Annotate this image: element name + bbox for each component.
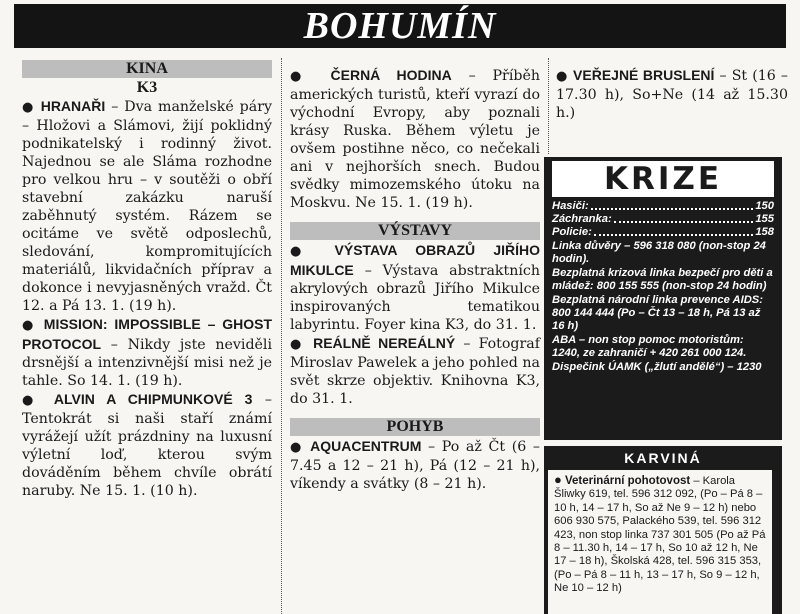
listing-text: – Dva manželské páry – Hložovi a Slámovi, žijí poklidný podnikatelský i rodinný život. Najednou se ale Sláma rozhodne pro velkou hru – v soutěži o obří stavební zakázku naruší zaběhnutý systém. Rázem se ocitáme ve světě odposlechů, sledování, kompromitujících materiálů, likvidačních příprav a dokonce i nevyjasněných vražd. Čt 12. a Pá 13. 1. (19 h). [22, 99, 273, 314]
listing-item [22, 315, 272, 390]
listing-item [290, 334, 540, 408]
listing-text: – Tentokrát si naši staří známí vyrážejí užít prázdniny na luxusní výletní loď, kterou svým dováděním během chvíle obrátí naruby. Ne 15. 1. (10 h). [22, 392, 272, 499]
page-banner-title: BOHUMÍN [14, 4, 786, 48]
listing-text: – Fotograf Miroslav Pawelek a jeho pohled na svět skrze objektiv. Knihovna K3, do 31. 1. [290, 336, 540, 407]
dot-leader [614, 213, 754, 223]
bullet-icon: ● [22, 393, 42, 408]
hotline-text: Linka důvěry – 596 318 080 (non-stop 24 hodin). [552, 240, 766, 265]
krize-title: KRIZE [552, 161, 774, 197]
hotline-text: ABA – non stop pomoc motoristům: 1240, ze zahraničí + 420 261 000 124. [552, 334, 747, 359]
bullet-icon: ● [556, 69, 568, 84]
listing-title: REÁLNĚ NEREÁLNÝ [313, 335, 456, 351]
listing-title: HRANAŘI [40, 98, 106, 114]
dot-leader [594, 226, 754, 236]
listing-text: – St (16 – 17.30 h), So+Ne (14 až 15.30 h.) [556, 68, 788, 121]
emergency-row [552, 213, 774, 226]
bullet-icon: ● [290, 69, 314, 84]
emergency-number: 158 [755, 226, 774, 238]
karvina-body [548, 470, 772, 614]
hotline-text: Bezplatná národní linka prevence AIDS: 800 144 444 (Po – Čt 13 – 18 h, Pá 13 až 16 h) [552, 294, 763, 332]
emergency-row [552, 200, 774, 213]
hotline-text: Bezplatná krizová linka bezpečí pro děti a mládež: 800 155 555 (non-stop 24 hodin) [552, 267, 773, 292]
emergency-number: 155 [755, 213, 774, 225]
subsection-k3-heading: K3 [136, 79, 158, 96]
dot-leader [591, 200, 754, 210]
column-middle [290, 66, 540, 493]
listing-item [290, 66, 540, 212]
listing-text: – Výstava abstraktních akrylových obrazů Jiřího Mikulce inspirovaných tematikou labyrintu. Foyer kina K3, do 31. 1. [290, 263, 540, 333]
listing-item [290, 241, 540, 334]
karvina-box [544, 446, 782, 614]
listing-text: – Po až Čt (6 – 7.45 a 12 – 21 h), Pá (12 – 21 h), víkendy a svátky (8 – 21 h). [290, 439, 540, 492]
krize-box [544, 157, 782, 440]
listing-text: – Karola Šliwky 619, tel. 596 312 092, (Po – Pá 8 – 10 h, 14 – 17 h, So až Ne 9 – 12 h) nebo 606 930 575, Palackého 539, tel. 596 312 423, non stop linka 737 301 505 (Po až Pá 8 – 11.30 h, 14 – 17 h, So 10 až 12 h, Ne 17 – 18 h), Školská 428, tel. 596 315 353, (Po – Pá 8 – 11 h, 13 – 17 h, So 9 – 12 h, Ne 10 – 12 h) [554, 475, 766, 595]
listing-title: Veterinární pohotovost [564, 475, 691, 487]
listing-title: VÝSTAVA OBRAZŮ JIŘÍHO MIKULCE [290, 242, 540, 278]
column-divider [548, 58, 549, 154]
listing-item [22, 390, 272, 500]
listing-item [290, 437, 540, 493]
bullet-icon: ● [22, 100, 35, 115]
emergency-name: Hasiči: [552, 200, 589, 212]
column-divider [281, 58, 282, 614]
listing-item [556, 66, 788, 122]
listing-title: AQUACENTRUM [310, 438, 422, 454]
section-pohyb-heading: POHYB [290, 418, 540, 436]
emergency-row [552, 226, 774, 239]
krize-body [544, 200, 782, 374]
listing-title: ČERNÁ HODINA [330, 67, 452, 83]
listing-title: MISSION: IMPOSSIBLE – GHOST PROTOCOL [22, 316, 273, 352]
hotline-text: Dispečink ÚAMK („žlutí andělé“) – 1230 [552, 361, 762, 373]
bullet-icon: ● [290, 244, 316, 259]
emergency-number: 150 [755, 200, 774, 212]
bullet-icon: ● [554, 472, 562, 487]
listing-text: – Nikdy jste neviděli drsnější a intenzivnější misi než je tahle. So 14. 1. (19 h). [22, 337, 273, 389]
section-vystavy-heading: VÝSTAVY [290, 222, 540, 240]
emergency-name: Záchranka: [552, 213, 612, 225]
column-kina [22, 60, 272, 500]
listing-text: – Příběh amerických turistů, kteří vyrazí do východní Evropy, aby poznali krásy Ruska. Během výletu je ovšem postihne něco, co nečekali ani v nejhorších snech. Budou svědky mimozemského útoku na Moskvu. Ne 15. 1. (19 h). [290, 68, 540, 211]
bullet-icon: ● [290, 337, 305, 352]
listing-title: ALVIN A CHIPMUNKOVÉ 3 [53, 391, 253, 407]
listing-title: VEŘEJNÉ BRUSLENÍ [573, 67, 715, 83]
column-right [556, 66, 788, 122]
emergency-name: Policie: [552, 226, 592, 238]
listing-item [22, 97, 272, 315]
section-kina-heading: KINA [22, 60, 272, 78]
karvina-title: KARVINÁ [624, 450, 702, 466]
bullet-icon: ● [22, 318, 37, 333]
bullet-icon: ● [290, 440, 304, 455]
